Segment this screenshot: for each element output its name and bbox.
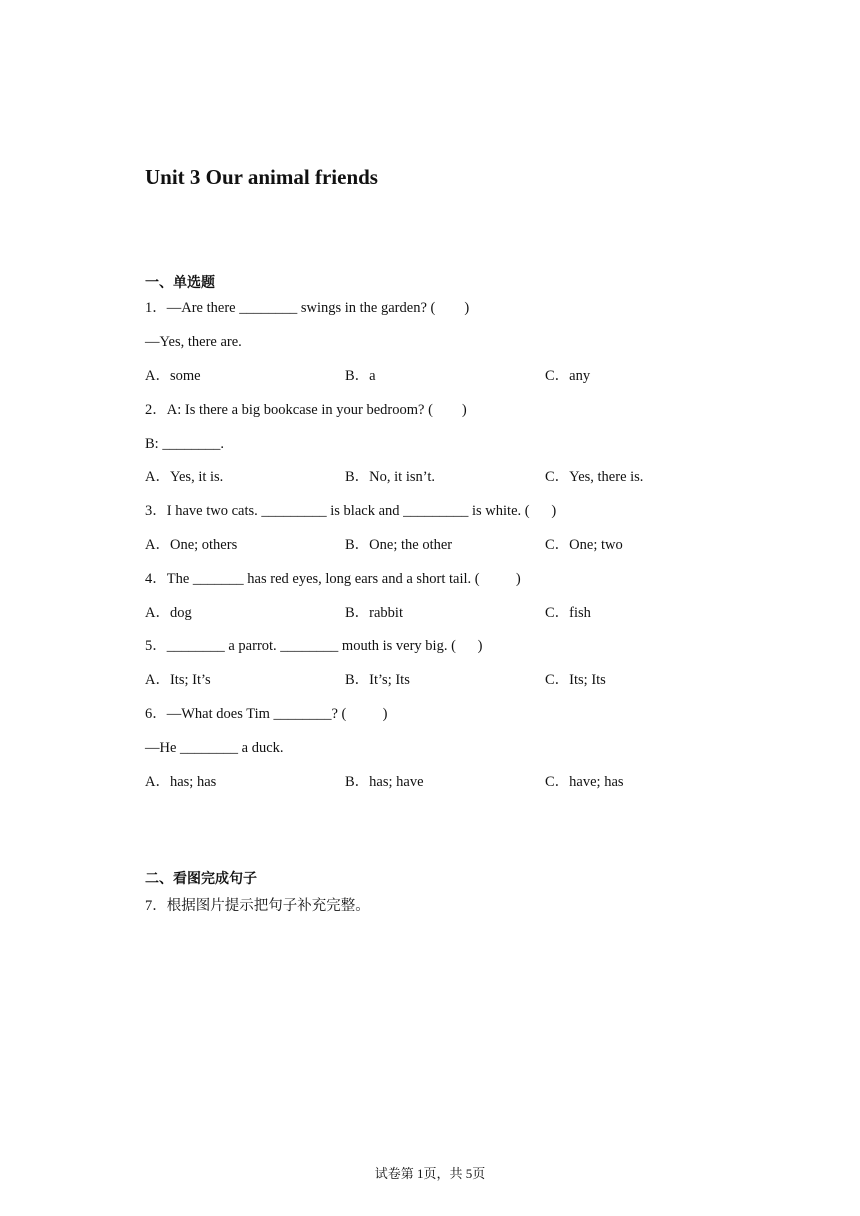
question-1-stem: 1．—Are there ________ swings in the garden? ( ) [145, 300, 470, 316]
question-4-option-c: C．fish [545, 605, 591, 621]
question-5-option-c: C．Its; Its [545, 672, 606, 688]
question-2-stem: 2．A: Is there a big bookcase in your bedroom? ( ) [145, 402, 467, 418]
question-2-response: B: ________. [145, 436, 224, 452]
page-footer: 试卷第 1页，共 5页 [374, 1166, 486, 1181]
question-2-option-c: C．Yes, there is. [545, 469, 644, 485]
question-7-stem: 7．根据图片提示把句子补充完整。 [145, 898, 370, 914]
question-3-option-c: C．One; two [545, 537, 623, 553]
section-heading-picture-sentences: 二、看图完成句子 [145, 871, 257, 887]
question-6-stem: 6．—What does Tim ________? ( ) [145, 706, 388, 722]
question-5-option-a: A．Its; It’s [145, 672, 211, 688]
question-1-option-a: A．some [145, 368, 201, 384]
question-5-stem: 5．________ a parrot. ________ mouth is very big. ( ) [145, 638, 483, 654]
page-title: Unit 3 Our animal friends [145, 165, 378, 189]
question-6-response: —He ________ a duck. [145, 740, 284, 756]
question-1-response: —Yes, there are. [145, 334, 242, 350]
question-3-stem: 3．I have two cats. _________ is black and _________ is white. ( ) [145, 503, 557, 519]
section-heading-single-choice: 一、单选题 [145, 275, 215, 291]
question-5-option-b: B．It’s; Its [345, 672, 410, 688]
question-4-option-b: B．rabbit [345, 605, 403, 621]
question-2-option-b: B．No, it isn’t. [345, 469, 435, 485]
question-3-option-a: A．One; others [145, 537, 238, 553]
question-6-option-c: C．have; has [545, 774, 624, 790]
question-6-option-a: A．has; has [145, 774, 217, 790]
question-1-option-b: B．a [345, 368, 376, 384]
question-6-option-b: B．has; have [345, 774, 424, 790]
question-2-option-a: A．Yes, it is. [145, 469, 224, 485]
question-4-stem: 4．The _______ has red eyes, long ears and a short tail. ( ) [145, 571, 521, 587]
question-3-option-b: B．One; the other [345, 537, 453, 553]
question-1-option-c: C．any [545, 368, 591, 384]
question-4-option-a: A．dog [145, 605, 192, 621]
